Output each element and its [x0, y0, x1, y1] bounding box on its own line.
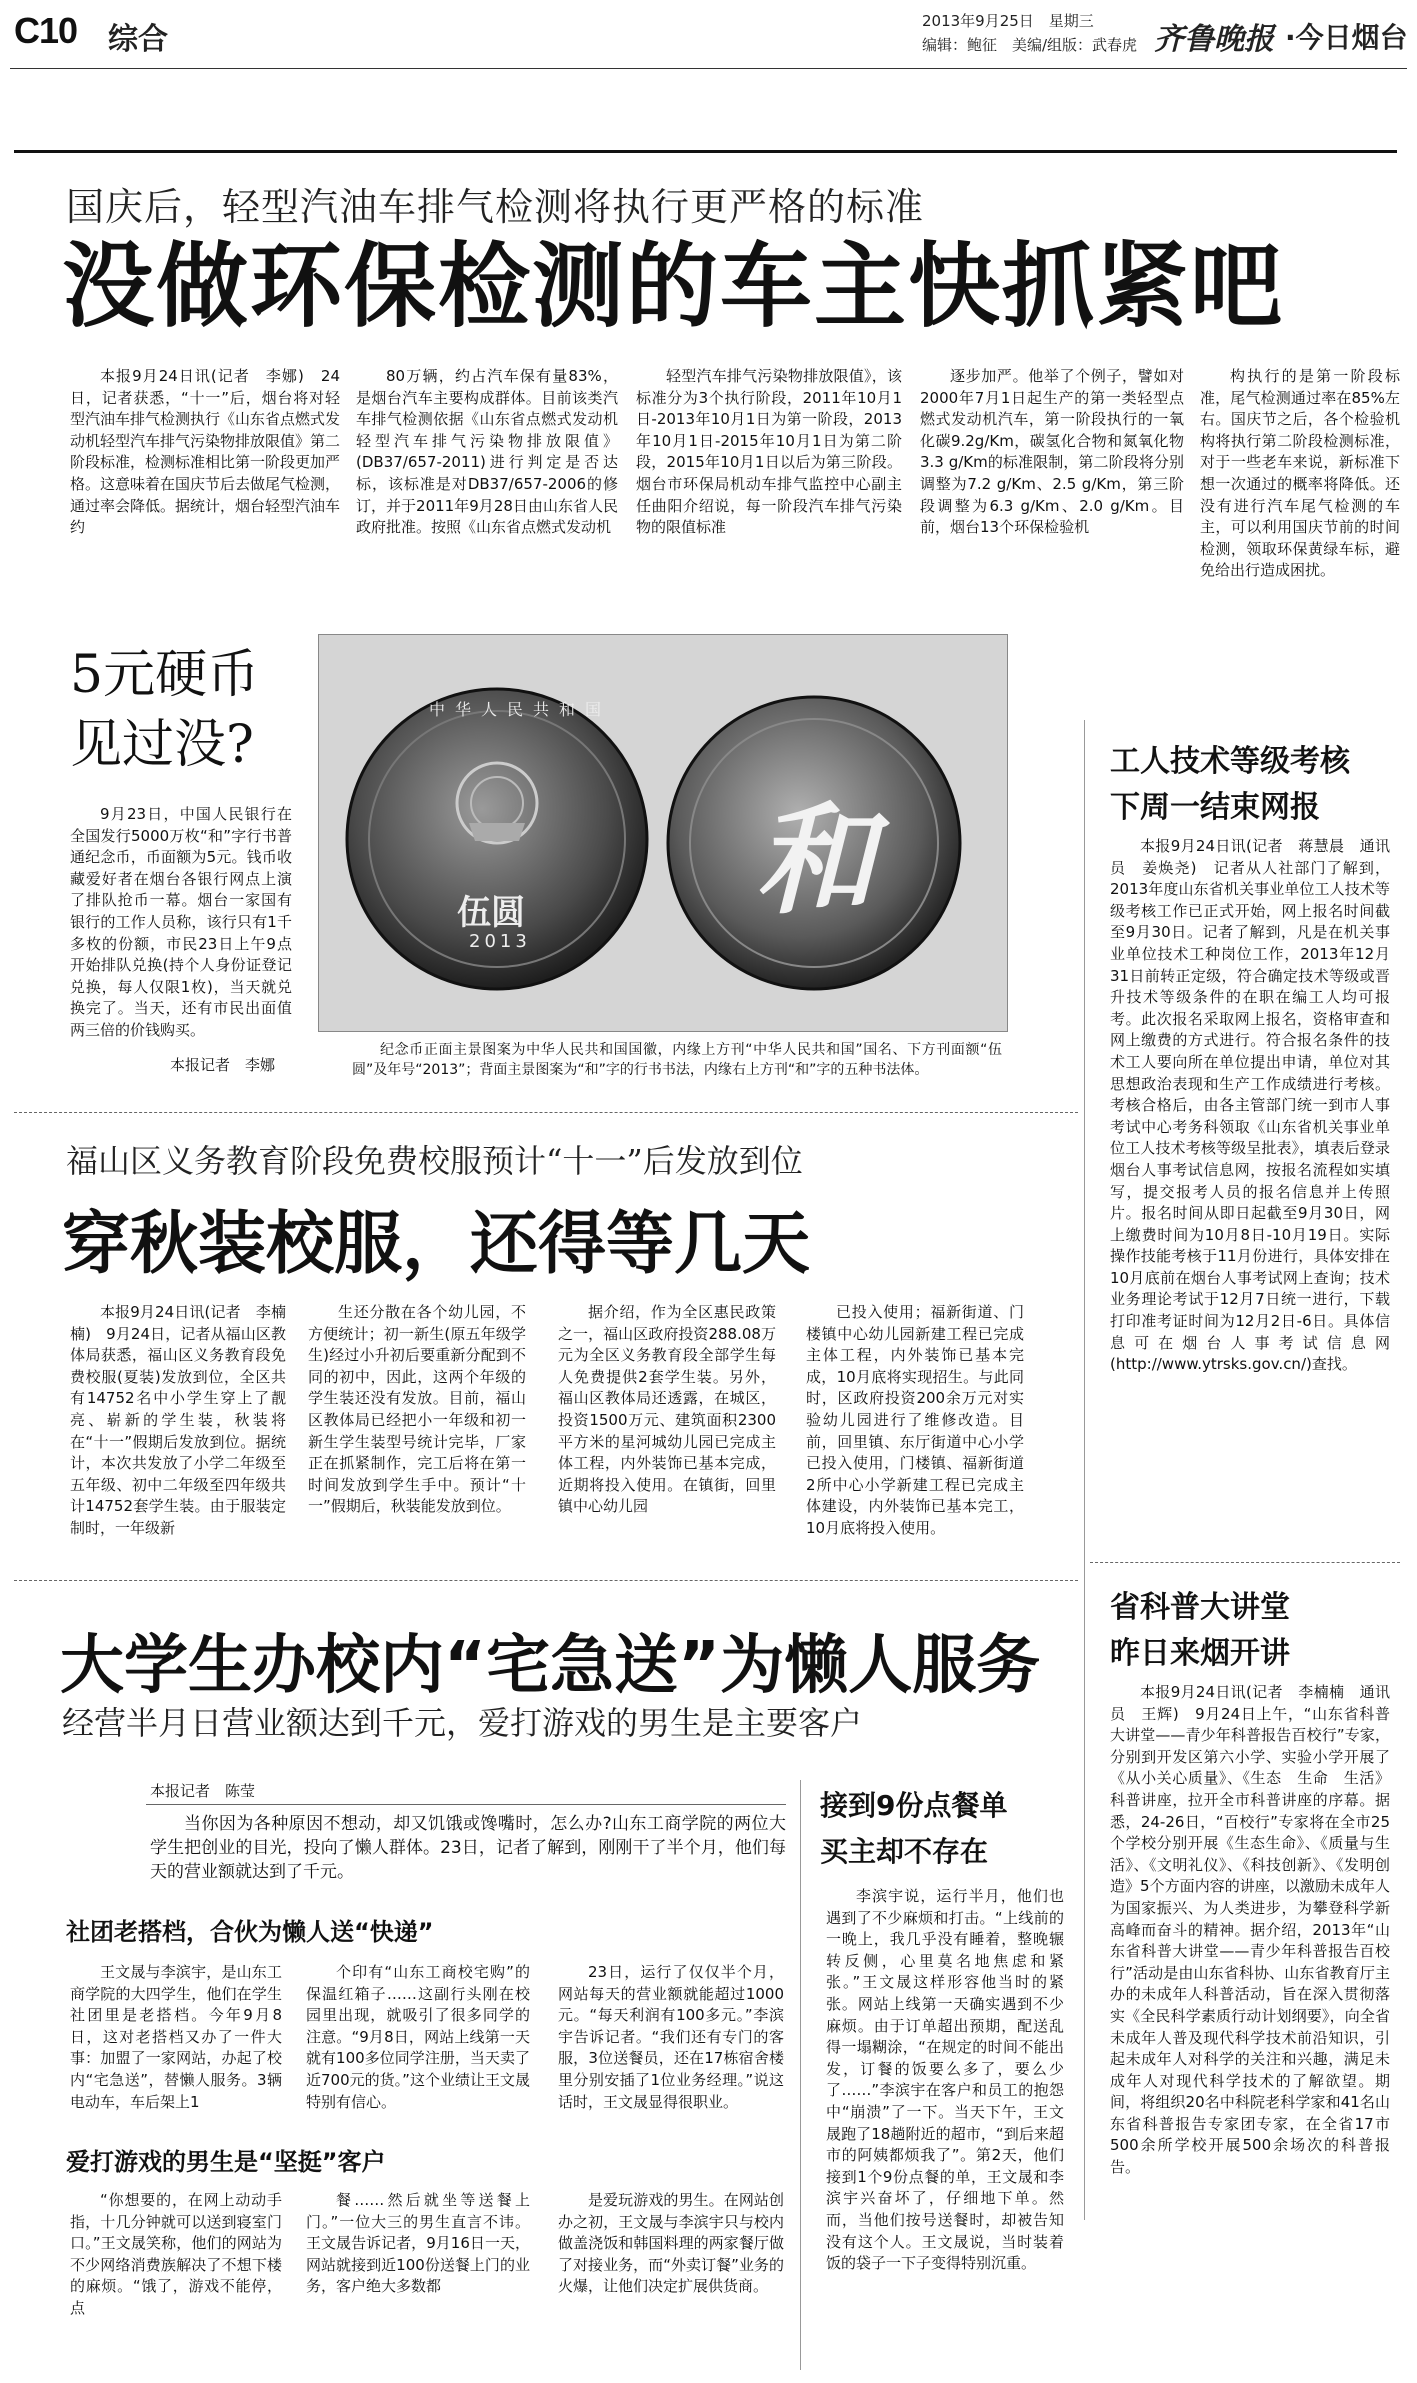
masthead — [0, 0, 1417, 70]
story6-side-head-2: 买主却不存在 — [820, 1835, 989, 1868]
date-line: 2013年9月25日 星期三 — [922, 12, 1094, 30]
story6-s2-col3: 是爱玩游戏的男生。在网站创办之初，王文晟与李滨宇只与校内做盖浇饭和韩国料理的两家餐厅做了对接业务，而“外卖订餐”业务的火爆，让他们决定扩展供货商。 — [558, 2191, 784, 2296]
story4-kicker: 福山区义务教育阶段免费校服预计“十一”后发放到位 — [66, 1142, 803, 1180]
story4-col1: 本报9月24日讯(记者 李楠楠) 9月24日，记者从福山区教体局获悉，福山区义务教育段免费校服(夏装)发放到位，全区共有14752名中小学生穿上了靓亮、崭新的学生装，秋装将在“十一”假期后发放到位。据统计，本次共发放了小学二年级至五年级、初中二年级至四年级共计14752套学生装。由于服装定制时，一年级新 — [70, 1303, 286, 1537]
story1-col4: 逐步加严。他举了个例子，譬如对2000年7月1日起生产的第一类轻型点燃式发动机汽车，第一阶段执行的一氧化碳9.2g/Km，碳氢化合物和氮氧化物3.3 g/Km的标准限制，第二阶段将分别调整为7.2 g/Km、2.5 g/Km，第三阶段调整为6.3 g/Km、2.0 g/Km。目前，烟台13个环保检验机 — [920, 367, 1184, 537]
coins-image — [319, 635, 1007, 1031]
story1-col5: 构执行的是第一阶段标准，尾气检测通过率在85%左右。国庆节之后，各个检验机构将执行第二阶段检测标准，对于一些老车来说，新标准下想一次通过的概率将降低。还没有进行汽车尾气检测的车主，可以利用国庆节前的时间检测，领取环保黄绿车标，避免给出行造成困扰。 — [1200, 367, 1400, 580]
story1-headline: 没做环保检测的车主快抓紧吧 — [62, 233, 1285, 340]
divider-dash-1 — [14, 1112, 1078, 1113]
story4-col3: 据介绍，作为全区惠民政策之一，福山区政府投资288.08万元为全区义务教育段全部学生每人免费提供2套学生装。另外，福山区教体局还透露，在城区，投资1500万元、建筑面积2300平方米的星河城幼儿园已完成主体工程，内外装饰已基本完成，近期将投入使用。在镇街，回里镇中心幼儿园 — [558, 1303, 776, 1516]
story6-s1-col2: 个印有“山东工商校宅购”的保温红箱子……这副行头刚在校园里出现，就吸引了很多同学的注意。“9月8日，网站上线第一天就有100多位同学注册，当天卖了近700元的货。”这个业绩让王文晟特别有信心。 — [306, 1963, 530, 2111]
story3-headline-1: 工人技术等级考核 — [1110, 744, 1350, 779]
story4-col4: 已投入使用；福新街道、门楼镇中心幼儿园新建工程已完成主体工程，内外装饰已基本完成，10月底将实现招生。与此同时，区政府投资200余万元对实验幼儿园进行了维修改造。目前，回里镇、东厅街道中心小学已投入使用，门楼镇、福新街道2所中心小学新建工程已完成主体建设，内外装饰已基本完工，10月底将投入使用。 — [806, 1303, 1024, 1537]
story6-byline: 本报记者 陈莹 — [150, 1782, 256, 1800]
coin-front-year: 2013 — [469, 931, 531, 952]
section-name: 综合 — [108, 22, 168, 57]
coin-front-value: 伍圆 — [457, 893, 525, 933]
masthead-rule — [10, 68, 1407, 69]
story1-col3: 轻型汽车排气污染物排放限值》，该标准分为3个执行阶段，2011年10月1日-2013年10月1日为第一阶段，2013年10月1日-2015年10月1日为第二阶段，2015年10月1日以后为第三阶段。烟台市环保局机动车排气监控中心副主任曲阳介绍说，每一阶段汽车排气污染物的限值标准 — [636, 367, 902, 537]
story6-side-rule — [800, 1780, 801, 2370]
divider-dash-2 — [14, 1580, 1078, 1581]
coin-back-char: 和 — [755, 790, 875, 931]
divider-dash-3 — [1090, 1562, 1400, 1563]
story4-col2: 生还分散在各个幼儿园，不方便统计；初一新生(原五年级学生)经过小升初后要重新分配到不同的初中，因此，这两个年级的学生装还没有发放。目前，福山区教体局已经把小一年级和初一新生学生装型号统计完毕，厂家正在抓紧制作，完工后将在第一时间发放到学生手中。预计“十一”假期后，秋装能发放到位。 — [308, 1303, 526, 1516]
story6-side-head-1: 接到9份点餐单 — [820, 1789, 1008, 1822]
edition-name: ·今日烟台 — [1285, 21, 1408, 54]
story3-body: 本报9月24日讯(记者 蒋慧晨 通讯员 姜焕尧) 记者从人社部门了解到，2013年度山东省机关事业单位工人技术等级考核工作已正式开始，网上报名时间截至9月30日。记者了解到，凡是在机关事业单位技术工种岗位工作，2013年12月31日前转正定级，符合确定技术等级或晋升技术等级条件的在职在编工人均可报考。此次报名采取网上报名，资格审查和网上缴费的方式进行。符合报名条件的技术工人要向所在单位提出申请，单位对其思想政治表现和生产工作成绩进行考核。考核合格后，由各主管部门统一到市人事考试中心考务科领取《山东省机关事业单位工人技术考核等级呈批表》，填表后登录烟台人事考试信息网，按报名流程如实填写，提交报考人员的报名信息并上传照片。报名时间从即日起截至9月30日，网上缴费时间为10月8日-10月19日。实际操作技能考核于11月份进行，具体安排在10月底前在烟台人事考试网上查询；技术业务理论考试于12月7日统一进行，下载打印准考证时间为12月2日-6日。具体信息可在烟台人事考试信息网(http://www.ytrsks.gov.cn/)查找。 — [1110, 837, 1390, 1374]
story5-headline-1: 省科普大讲堂 — [1110, 1590, 1290, 1625]
story1-kicker: 国庆后，轻型汽油车排气检测将执行更严格的标准 — [66, 185, 925, 229]
story2-headline-1: 5元硬币 — [70, 645, 260, 705]
story4-headline: 穿秋装校服，还得等几天 — [62, 1204, 811, 1284]
story2-byline: 本报记者 李娜 — [170, 1056, 276, 1074]
story6-s2-col1: “你想要的，在网上动动手指，十几分钟就可以送到寝室门口。”王文晟笑称，他们的网站为不少网络消费族解决了不想下楼的麻烦。“饿了，游戏不能停，点 — [70, 2191, 282, 2317]
story6-byline-rule — [146, 1804, 786, 1805]
story1-col1: 本报9月24日讯(记者 李娜) 24日，记者获悉，“十一”后，烟台将对轻型汽油车排气检测执行《山东省点燃式发动机轻型汽车排气污染物排放限值》第二阶段标准，检测标准相比第一阶段更加严格。这意味着在国庆节后去做尾气检测，通过率会降低。据统计，烟台轻型汽油车约 — [70, 367, 341, 537]
story6-sub1: 社团老搭档，合伙为懒人送“快递” — [66, 1918, 434, 1946]
story3-headline-2: 下周一结束网报 — [1110, 790, 1320, 825]
story6-lead: 当你因为各种原因不想动，却又饥饿或馋嘴时，怎么办?山东工商学院的两位大学生把创业的目光，投向了懒人群体。23日，记者了解到，刚刚干了半个月，他们每天的营业额就达到了千元。 — [150, 1814, 786, 1882]
story2-body: 9月23日，中国人民银行在全国发行5000万枚“和”字行书普通纪念币，币面额为5元。钱币收藏爱好者在烟台各银行网点上演了排队抢币一幕。烟台一家国有银行的工作人员称，该行只有1千多枚的份额，市民23日上午9点开始排队兑换(持个人身份证登记兑换，每人仅限1枚)，当天就兑换完了。当天，还有市民出面值两三倍的价钱购买。 — [70, 805, 292, 1039]
story1-col2: 80万辆，约占汽车保有量83%，是烟台汽车主要构成群体。目前该类汽车排气检测依据《山东省点燃式发动机轻型汽车排气污染物排放限值》(DB37/657-2011)进行判定是否达标，该标准是对DB37/657-2006的修订，并于2011年9月28日由山东省人民政府批准。按照《山东省点燃式发动机 — [356, 367, 618, 537]
story6-s1-col3: 23日，运行了仅仅半个月，网站每天的营业额就能超过1000元。“每天利润有100多元。”李滨宇告诉记者。“我们还有专门的客服，3位送餐员，还在17栋宿舍楼里分别安插了1位业务经理。”说这话时，王文晟显得很职业。 — [558, 1963, 784, 2111]
story6-s1-col1: 王文晟与李滨宇，是山东工商学院的大四学生，他们在学生社团里是老搭档。今年9月8日，这对老搭档又办了一件大事：加盟了一家网站，办起了校内“宅急送”，替懒人服务。3辆电动车，车后架上1 — [70, 1963, 282, 2111]
story5-headline-2: 昨日来烟开讲 — [1110, 1636, 1290, 1671]
story6-subhead: 经营半月日营业额达到千元，爱打游戏的男生是主要客户 — [62, 1704, 863, 1742]
coin-photo — [318, 634, 1008, 1032]
editors-line: 编辑：鲍征 美编/组版：武春虎 — [922, 36, 1138, 54]
coin-front-top-text: 中华人民共和国 — [429, 700, 612, 719]
story2-headline-2: 见过没? — [70, 715, 254, 775]
story6-sub2: 爱打游戏的男生是“坚挺”客户 — [66, 2148, 386, 2176]
story6-side-body: 李滨宇说，运行半月，他们也遇到了不少麻烦和打击。“上线前的一晚上，我几乎没有睡着，整晚辗转反侧，心里莫名地焦虑和紧张。”王文晟这样形容他当时的紧张。网站上线第一天确实遇到不少麻烦。由于订单超出预期，配送乱得一塌糊涂，“在规定的时间不能出发，订餐的饭要么多了，要么少了……”李滨宇在客户和员工的抱怨中“崩溃”了一下。当天下午，王文晟跑了18趟附近的超市，“到后来超市的阿姨都烦我了”。第2天，他们接到1个9份点餐的单，王文晟和李滨宇兴奋坏了，仔细地下单。然而，当他们按号送餐时，却被告知没有这个人。王文晟说，当时装着饭的袋子一下子变得特别沉重。 — [826, 1887, 1064, 2273]
story1-top-rule — [14, 150, 1397, 153]
story5-body: 本报9月24日讯(记者 李楠楠 通讯员 王辉) 9月24日上午，“山东省科普大讲堂——青少年科普报告百校行”专家，分别到开发区第六小学、实验小学开展了《从小关心质量》、《生态 生命 生活》科普讲座，拉开全市科普讲座的序幕。据悉，24-26日，“百校行”专家将在全市25个学校分别开展《生态生命》、《质量与生活》、《文明礼仪》、《科技创新》、《发明创造》5个方面内容的讲座，以激励未成年人为国家振兴、为人类进步，为攀登科学新高峰而奋斗的精神。据介绍，2013年“山东省科普大讲堂——青少年科普报告百校行”活动是由山东省科协、山东省教育厅主办的未成年人科普活动，旨在深入贯彻落实《全民科学素质行动计划纲要》，向全省未成年人普及现代科学技术前沿知识，引起未成年人对科学的关注和兴趣，满足未成年人对现代科学技术的了解欲望。期间，将组织20名中科院老科学家和41名山东省科普报告专家团专家，在全省17市500余所学校开展500余场次的科普报告。 — [1110, 1683, 1390, 2177]
story6-s2-col2: 餐……然后就坐等送餐上门。”一位大三的男生直言不讳。王文晟告诉记者，9月16日一天，网站就接到近100份送餐上门的业务，客户绝大多数都 — [306, 2191, 530, 2296]
page-code: C10 — [14, 10, 78, 51]
story6-headline: 大学生办校内“宅急送”为懒人服务 — [60, 1629, 1041, 1703]
paper-name: 齐鲁晚报 — [1154, 22, 1274, 57]
photo-caption: 纪念币正面主景图案为中华人民共和国国徽，内缘上方刊“中华人民共和国”国名、下方刊面额“伍圆”及年号“2013”；背面主景图案为“和”字的行书书法，内缘右上方刊“和”字的五种书法体。 — [352, 1042, 1002, 1078]
right-column-rule — [1084, 720, 1085, 2220]
